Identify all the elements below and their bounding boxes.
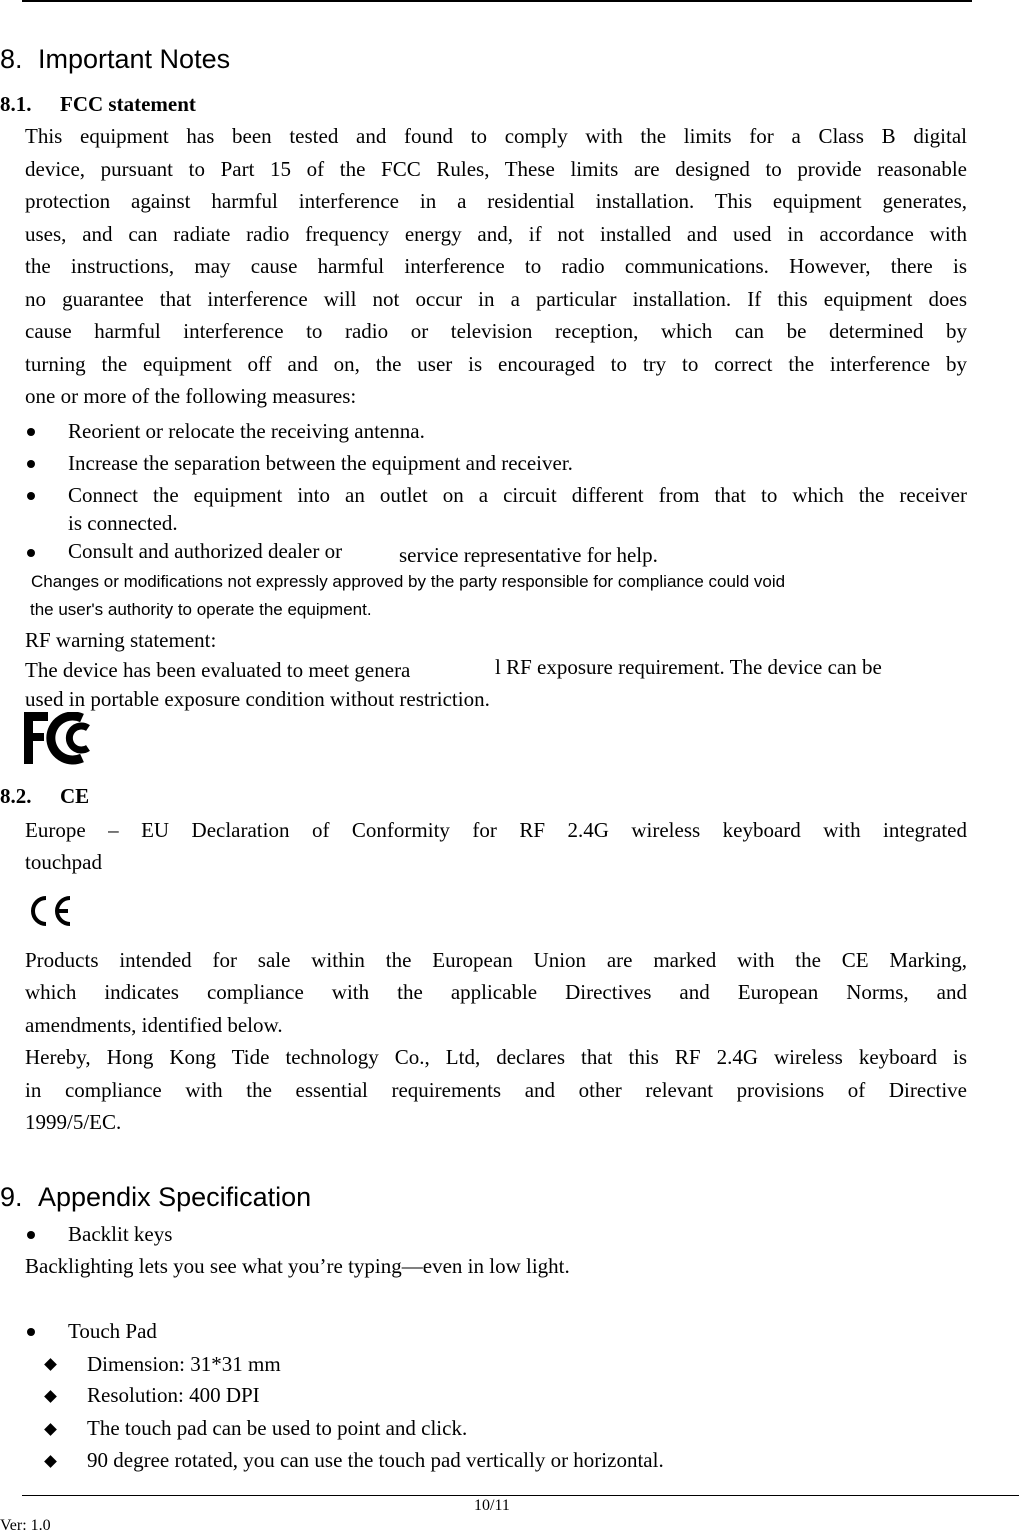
- section-9-heading: [0, 1182, 311, 1213]
- paragraph-line: 1999/5/EC.: [25, 1110, 122, 1134]
- paragraph-line: turning the equipment off and on, the user is encouraged to try to correct the interference by: [25, 352, 967, 376]
- fcc-logo-icon: [24, 712, 100, 766]
- page-number: 10/11: [474, 1497, 510, 1514]
- subsection-title: FCC statement: [60, 92, 196, 116]
- bullet-icon: [27, 1328, 35, 1336]
- list-item: Resolution: 400 DPI: [87, 1383, 260, 1407]
- bullet-icon: [27, 1231, 35, 1239]
- paragraph-line: This equipment has been tested and found to comply with the limits for a Class B digital: [25, 124, 967, 148]
- paragraph-line: uses, and can radiate radio frequency energy and, if not installed and used in accordance with: [25, 222, 967, 246]
- paragraph-line: one or more of the following measures:: [25, 384, 357, 408]
- paragraph-line: amendments, identified below.: [25, 1013, 283, 1037]
- paragraph-line: the instructions, may cause harmful interference to radio communications. However, there is: [25, 254, 967, 278]
- ce-intro-line: Europe – EU Declaration of Conformity for RF 2.4G wireless keyboard with integrated: [25, 818, 967, 842]
- diamond-bullet-icon: [44, 1390, 57, 1403]
- paragraph-line: in compliance with the essential requirements and other relevant provisions of Directive: [25, 1078, 967, 1102]
- subsection-title: CE: [60, 784, 90, 808]
- paragraph-line: protection against harmful interference in a residential installation. This equipment generates,: [25, 189, 967, 213]
- spec-item-touchpad: Touch Pad: [68, 1319, 157, 1343]
- rf-statement-line2: used in portable exposure condition without restriction.: [25, 687, 490, 711]
- list-item: The touch pad can be used to point and click.: [87, 1416, 468, 1440]
- paragraph-line: device, pursuant to Part 15 of the FCC Rules, These limits are designed to provide reasonable: [25, 157, 967, 181]
- list-item: Connect the equipment into an outlet on a circuit different from that to which the receiver: [68, 483, 967, 507]
- footer-rule: [22, 1495, 1019, 1496]
- paragraph-line: no guarantee that interference will not occur in a particular installation. If this equipment does: [25, 287, 967, 311]
- paragraph-line: Hereby, Hong Kong Tide technology Co., Ltd, declares that this RF 2.4G wireless keyboard is: [25, 1045, 967, 1069]
- rf-statement-part1: The device has been evaluated to meet genera: [25, 658, 411, 682]
- rf-warning-heading: RF warning statement:: [25, 628, 217, 652]
- section-number: 9.: [0, 1182, 23, 1212]
- version-label: Ver: 1.0: [0, 1517, 51, 1534]
- subsection-number: 8.1.: [0, 92, 32, 116]
- spec-backlit-description: Backlighting lets you see what you’re typing—even in low light.: [25, 1254, 570, 1278]
- list-item: Consult and authorized dealer or: [68, 539, 343, 563]
- paragraph-line: Products intended for sale within the European Union are marked with the CE Marking,: [25, 948, 967, 972]
- section-8-heading: [0, 44, 230, 75]
- diamond-bullet-icon: [44, 1423, 57, 1436]
- subsection-8-1-heading: [0, 92, 196, 117]
- subsection-number: 8.2.: [0, 784, 32, 808]
- bullet-icon: [27, 428, 35, 436]
- section-title: Appendix Specification: [38, 1182, 312, 1212]
- list-item-continuation: is connected.: [68, 511, 178, 535]
- list-item: Reorient or relocate the receiving antenna.: [68, 419, 425, 443]
- section-number: 8.: [0, 44, 23, 74]
- paragraph-line: cause harmful interference to radio or television reception, which can be determined by: [25, 319, 967, 343]
- subsection-8-2-heading: [0, 784, 89, 809]
- bullet-icon: [27, 549, 35, 557]
- ce-mark-icon: [26, 895, 74, 927]
- list-item: 90 degree rotated, you can use the touch pad vertically or horizontal.: [87, 1448, 664, 1472]
- changes-note-line: the user's authority to operate the equipment.: [30, 600, 372, 619]
- list-item-continuation: service representative for help.: [399, 543, 658, 567]
- ce-intro-line: touchpad: [25, 850, 102, 874]
- diamond-bullet-icon: [44, 1455, 57, 1468]
- list-item: Increase the separation between the equipment and receiver.: [68, 451, 573, 475]
- section-title: Important Notes: [38, 44, 231, 74]
- bullet-icon: [27, 492, 35, 500]
- changes-note-line: Changes or modifications not expressly approved by the party responsible for compliance could void: [31, 572, 786, 591]
- header-rule: [22, 0, 972, 2]
- diamond-bullet-icon: [44, 1358, 57, 1371]
- spec-item-backlit: Backlit keys: [68, 1222, 173, 1246]
- paragraph-line: which indicates compliance with the applicable Directives and European Norms, and: [25, 980, 967, 1004]
- list-item: Dimension: 31*31 mm: [87, 1352, 281, 1376]
- rf-statement-part2: l RF exposure requirement. The device can be: [495, 655, 882, 679]
- bullet-icon: [27, 460, 35, 468]
